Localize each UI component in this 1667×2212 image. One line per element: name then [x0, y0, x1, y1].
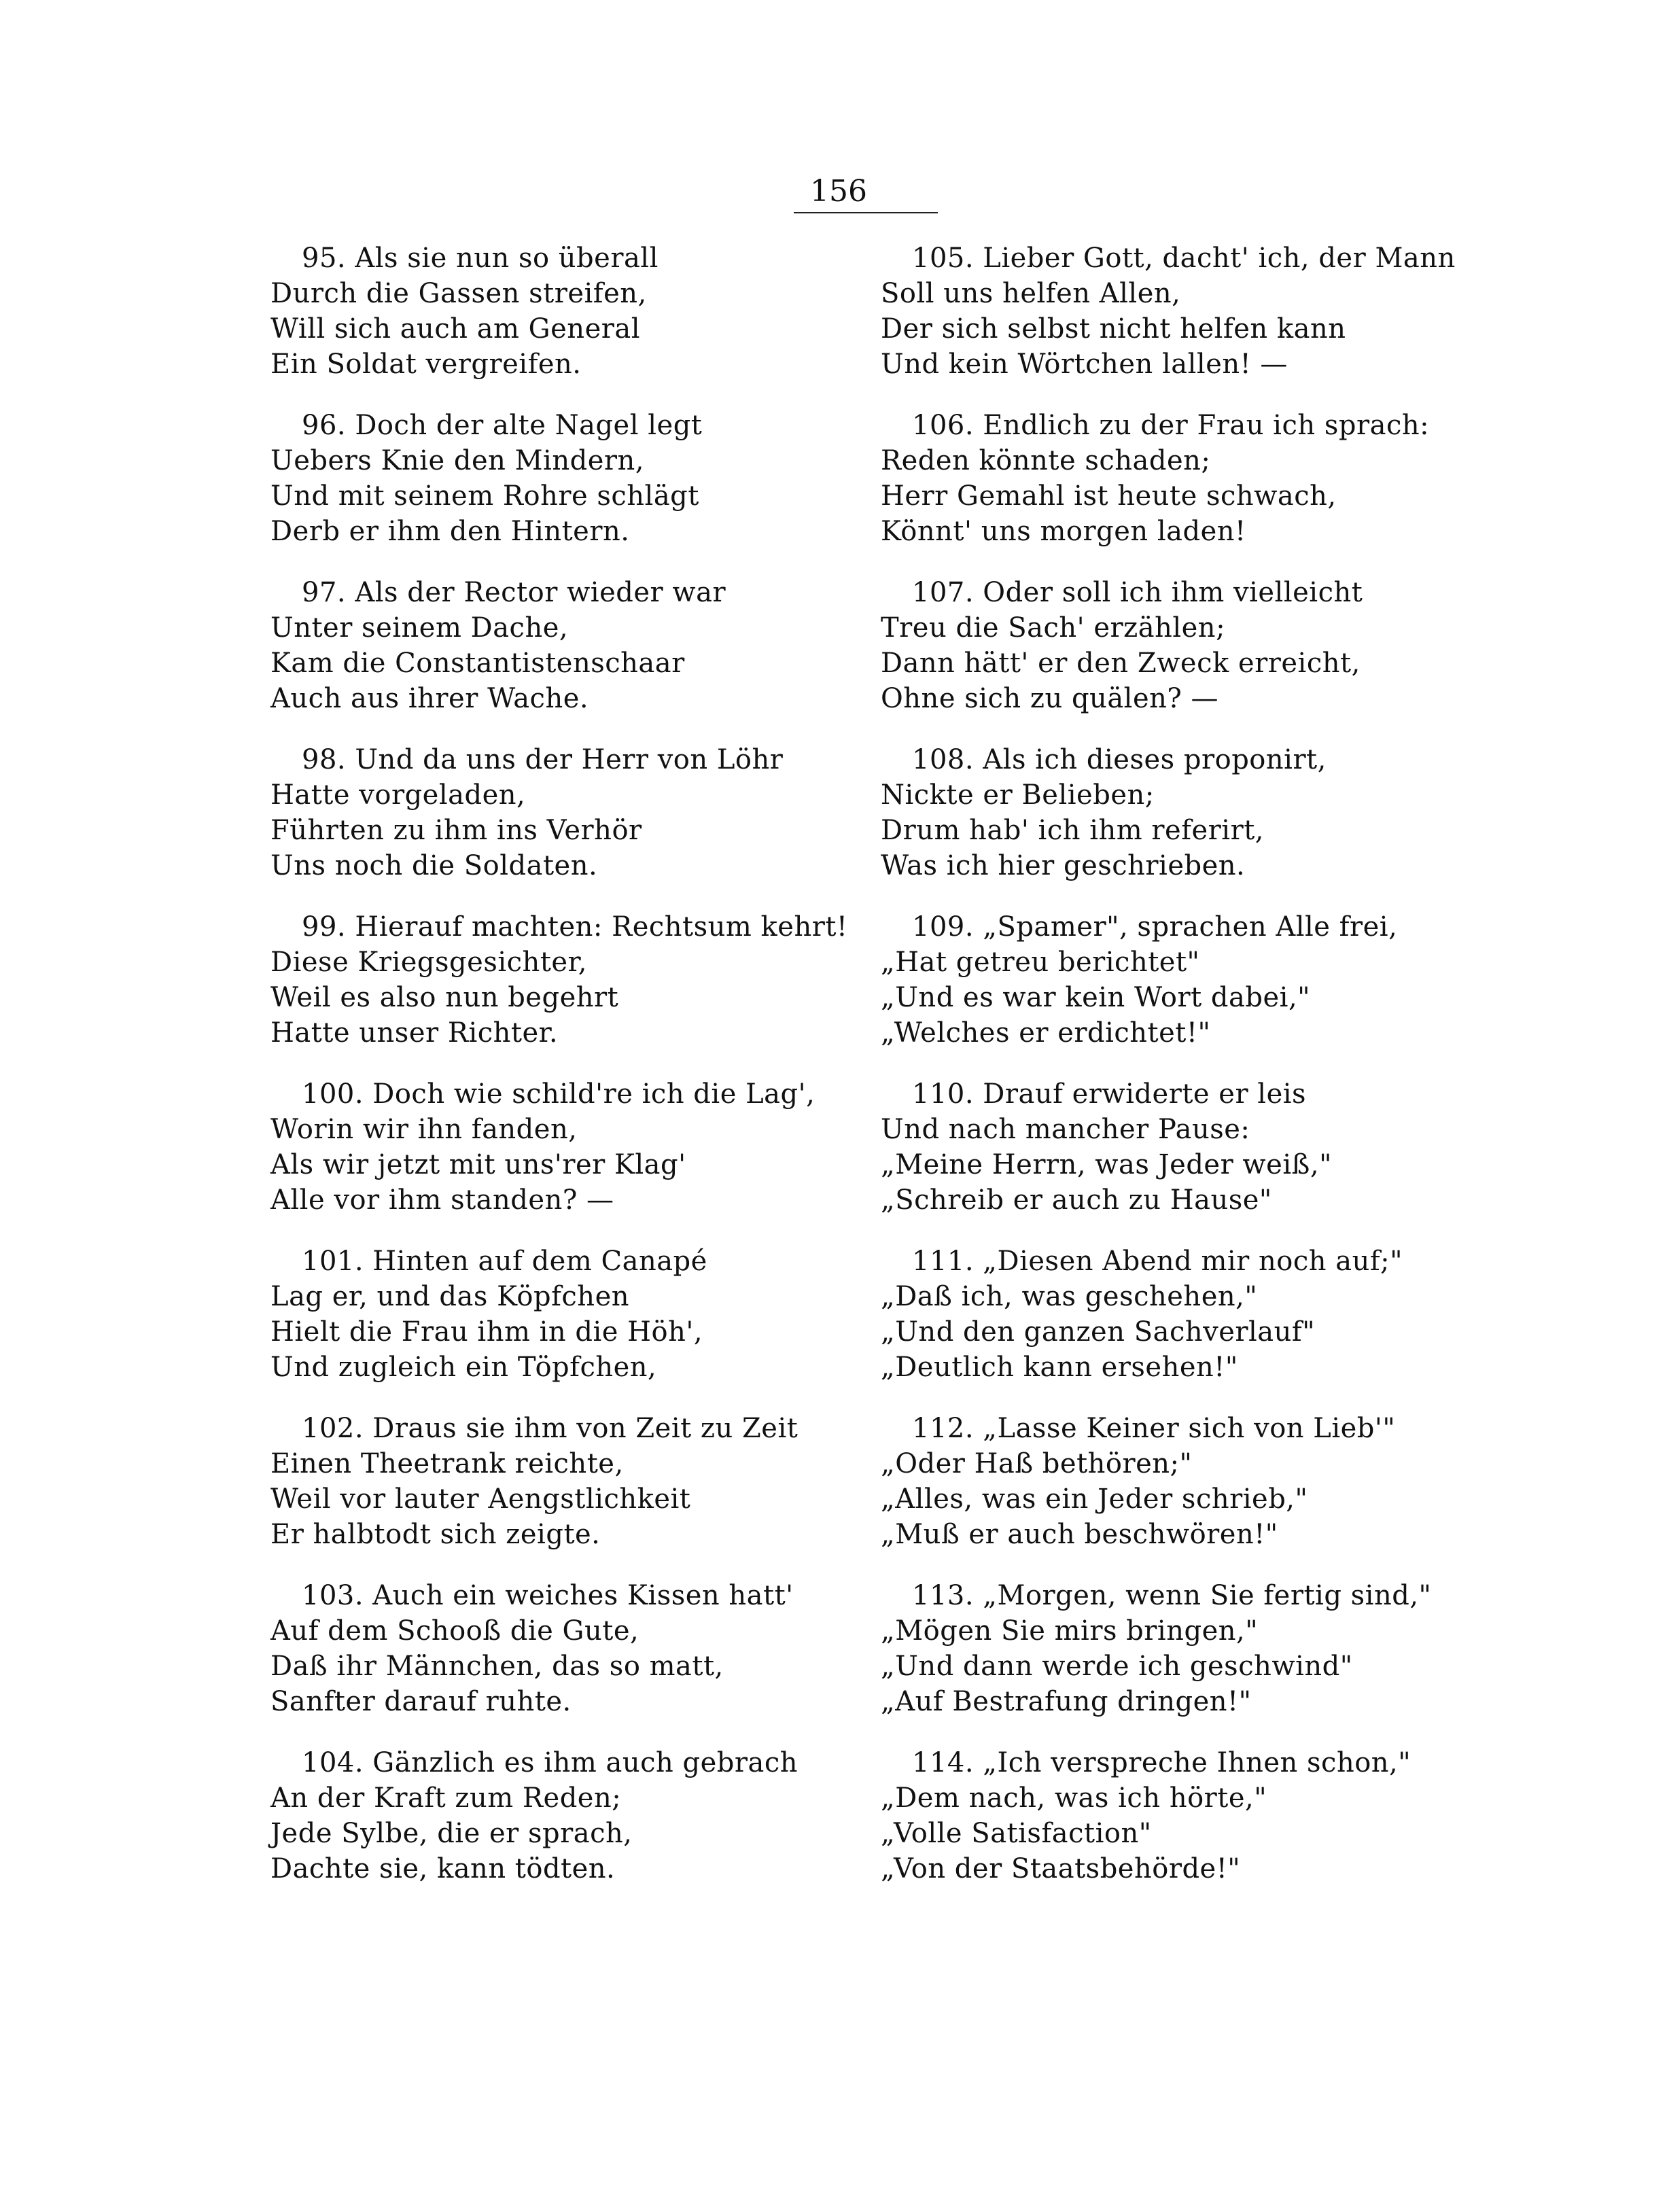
verse-line	[270, 909, 848, 945]
verse-line	[881, 777, 1438, 813]
verse-text: „Welches er erdichtet!"	[881, 1017, 1211, 1049]
verse-line	[881, 443, 1438, 478]
verse-line	[881, 1244, 1438, 1279]
verse-text: Nickte er Belieben;	[881, 779, 1155, 811]
verse-line	[270, 813, 828, 848]
verse-line	[881, 742, 1438, 777]
stanza	[881, 1076, 1438, 1244]
verse-text: Als ich dieses proponirt,	[983, 744, 1327, 775]
verse-text: Lag er, und das Köpfchen	[270, 1281, 629, 1312]
verse-line	[270, 1244, 828, 1279]
verse-text: „Spamer", sprachen Alle frei,	[983, 911, 1398, 943]
verse-text: Ein Soldat vergreifen.	[270, 349, 582, 380]
verse-text: Herr Gemahl ist heute schwach,	[881, 480, 1337, 512]
verse-text: Weil es also nun begehrt	[270, 982, 619, 1013]
verse-text: Einen Theetrank reichte,	[270, 1448, 624, 1479]
verse-text: Kam die Constantistenschaar	[270, 648, 685, 679]
stanza-number: 103.	[302, 1580, 364, 1611]
verse-line	[881, 1684, 1438, 1719]
verse-text: Daß ihr Männchen, das so matt,	[270, 1651, 724, 1682]
stanza	[270, 742, 828, 909]
verse-text: Hatte vorgeladen,	[270, 779, 526, 811]
verse-text: „Lasse Keiner sich von Lieb'"	[983, 1413, 1396, 1444]
verse-line	[270, 478, 828, 514]
verse-line	[270, 347, 828, 382]
verse-text: Sanfter darauf ruhte.	[270, 1686, 572, 1717]
stanza	[881, 241, 1456, 408]
verse-line	[270, 681, 828, 716]
verse-text: Auch aus ihrer Wache.	[270, 683, 589, 714]
verse-text: „Und dann werde ich geschwind"	[881, 1651, 1353, 1682]
verse-text: Uns noch die Soldaten.	[270, 850, 598, 881]
verse-line	[270, 1314, 828, 1350]
verse-text: Endlich zu der Frau ich sprach:	[983, 410, 1430, 441]
verse-line	[881, 1446, 1438, 1481]
stanza-number: 105.	[912, 243, 975, 274]
verse-text: Und kein Wörtchen lallen! —	[881, 349, 1288, 380]
stanza-number: 107.	[912, 577, 975, 608]
verse-text: „Und den ganzen Sachverlauf"	[881, 1316, 1316, 1348]
verse-line	[270, 610, 828, 646]
verse-text: Drauf erwiderte er leis	[983, 1078, 1307, 1110]
stanza	[270, 575, 828, 742]
right-column	[881, 241, 1456, 1912]
verse-text: Alle vor ihm standen? —	[270, 1184, 614, 1216]
stanza-number: 97.	[302, 577, 347, 608]
verse-line	[881, 241, 1456, 276]
verse-line	[270, 1112, 828, 1147]
verse-text: Auch ein weiches Kissen hatt'	[372, 1580, 794, 1611]
verse-line	[270, 514, 828, 549]
stanza-number: 99.	[302, 911, 347, 943]
stanza-number: 96.	[302, 410, 347, 441]
verse-text: „Deutlich kann ersehen!"	[881, 1352, 1238, 1383]
verse-text: Lieber Gott, dacht' ich, der Mann	[983, 243, 1456, 274]
verse-line	[881, 980, 1438, 1015]
verse-line	[881, 848, 1438, 883]
stanza	[881, 1578, 1438, 1745]
verse-line	[270, 646, 828, 681]
verse-line	[881, 681, 1438, 716]
page-number: 156	[810, 174, 867, 209]
stanza	[881, 742, 1438, 909]
stanza	[270, 1244, 828, 1411]
stanza-number: 104.	[302, 1747, 364, 1778]
verse-text: „Volle Satisfaction"	[881, 1818, 1152, 1849]
verse-text: Dann hätt' er den Zweck erreicht,	[881, 648, 1361, 679]
verse-line	[881, 1182, 1438, 1218]
verse-text: Könnt' uns morgen laden!	[881, 516, 1246, 547]
verse-line	[270, 1147, 828, 1182]
verse-line	[270, 575, 828, 610]
stanza-number: 113.	[912, 1580, 975, 1611]
stanza	[270, 1076, 828, 1244]
stanza-number: 101.	[302, 1246, 364, 1277]
verse-text: Hatte unser Richter.	[270, 1017, 559, 1049]
verse-text: Doch der alte Nagel legt	[355, 410, 703, 441]
verse-text: Ohne sich zu quälen? —	[881, 683, 1219, 714]
verse-text: Reden könnte schaden;	[881, 445, 1211, 476]
verse-text: „Daß ich, was geschehen,"	[881, 1281, 1258, 1312]
verse-text: An der Kraft zum Reden;	[270, 1783, 622, 1814]
verse-text: Unter seinem Dache,	[270, 612, 569, 644]
verse-line	[881, 945, 1438, 980]
verse-text: „Auf Bestrafung dringen!"	[881, 1686, 1252, 1717]
stanza-number: 106.	[912, 410, 975, 441]
stanza-number: 95.	[302, 243, 347, 274]
verse-text: Will sich auch am General	[270, 313, 641, 345]
verse-line	[270, 408, 828, 443]
stanza	[270, 1745, 828, 1912]
verse-text: „Mögen Sie mirs bringen,"	[881, 1615, 1259, 1647]
verse-text: „Alles, was ein Jeder schrieb,"	[881, 1484, 1308, 1515]
verse-text: Dachte sie, kann tödten.	[270, 1853, 616, 1884]
verse-text: Uebers Knie den Mindern,	[270, 445, 644, 476]
verse-line	[881, 1015, 1438, 1051]
verse-line	[881, 1076, 1438, 1112]
verse-line	[881, 1613, 1438, 1649]
verse-line	[270, 1816, 828, 1851]
verse-line	[270, 1780, 828, 1816]
verse-text: Jede Sylbe, die er sprach,	[270, 1818, 633, 1849]
verse-text: Hinten auf dem Canapé	[372, 1246, 707, 1277]
verse-text: „Ich verspreche Ihnen schon,"	[983, 1747, 1411, 1778]
verse-text: Und mit seinem Rohre schlägt	[270, 480, 699, 512]
verse-line	[881, 813, 1438, 848]
verse-line	[881, 1411, 1438, 1446]
stanza-number: 110.	[912, 1078, 975, 1110]
stanza	[270, 408, 828, 575]
stanza	[881, 1745, 1438, 1912]
verse-line	[270, 1851, 828, 1886]
verse-text: „Meine Herrn, was Jeder weiß,"	[881, 1149, 1332, 1180]
verse-text: „Von der Staatsbehörde!"	[881, 1853, 1241, 1884]
verse-line	[881, 1279, 1438, 1314]
verse-text: Als der Rector wieder war	[355, 577, 726, 608]
stanza-number: 100.	[302, 1078, 364, 1110]
stanza	[881, 1244, 1438, 1411]
verse-line	[881, 1816, 1438, 1851]
verse-text: Treu die Sach' erzählen;	[881, 612, 1226, 644]
verse-text: Als sie nun so überall	[355, 243, 659, 274]
verse-text: „Morgen, wenn Sie fertig sind,"	[983, 1580, 1432, 1611]
verse-line	[881, 1578, 1438, 1613]
verse-line	[881, 1517, 1438, 1552]
verse-line	[270, 1517, 828, 1552]
verse-text: „Dem nach, was ich hörte,"	[881, 1783, 1267, 1814]
stanza	[881, 1411, 1438, 1578]
verse-line	[270, 1279, 828, 1314]
verse-line	[270, 1015, 828, 1051]
verse-line	[270, 443, 828, 478]
verse-text: Oder soll ich ihm vielleicht	[983, 577, 1363, 608]
verse-line	[270, 276, 828, 311]
verse-line	[881, 1147, 1438, 1182]
verse-text: Derb er ihm den Hintern.	[270, 516, 630, 547]
verse-line	[270, 1182, 828, 1218]
verse-text: Gänzlich es ihm auch gebrach	[372, 1747, 798, 1778]
stanza-number: 111.	[912, 1246, 975, 1277]
stanza-number: 112.	[912, 1413, 975, 1444]
verse-text: Der sich selbst nicht helfen kann	[881, 313, 1346, 345]
stanza	[270, 241, 828, 408]
verse-line	[881, 575, 1438, 610]
verse-text: Und da uns der Herr von Löhr	[355, 744, 784, 775]
verse-line	[881, 311, 1438, 347]
stanza	[881, 408, 1438, 575]
verse-text: Durch die Gassen streifen,	[270, 278, 647, 309]
verse-text: Draus sie ihm von Zeit zu Zeit	[372, 1413, 799, 1444]
verse-text: Hielt die Frau ihm in die Höh',	[270, 1316, 703, 1348]
verse-text: „Muß er auch beschwören!"	[881, 1519, 1278, 1550]
verse-text: Was ich hier geschrieben.	[881, 850, 1246, 881]
verse-line	[881, 478, 1438, 514]
stanza-number: 102.	[302, 1413, 364, 1444]
stanza	[881, 575, 1438, 742]
verse-line	[270, 1350, 828, 1385]
verse-line	[270, 1578, 828, 1613]
stanza	[270, 1411, 828, 1578]
verse-line	[881, 276, 1438, 311]
page-number-rule	[794, 212, 938, 213]
verse-line	[881, 1481, 1438, 1517]
verse-line	[270, 1684, 828, 1719]
verse-line	[270, 1613, 828, 1649]
verse-line	[881, 646, 1438, 681]
verse-line	[881, 1851, 1438, 1886]
verse-text: „Oder Haß bethören;"	[881, 1448, 1193, 1479]
verse-text: Drum hab' ich ihm referirt,	[881, 815, 1264, 846]
verse-line	[881, 514, 1438, 549]
verse-line	[270, 1076, 828, 1112]
verse-line	[270, 848, 828, 883]
verse-text: Doch wie schild're ich die Lag',	[372, 1078, 815, 1110]
verse-text: Soll uns helfen Allen,	[881, 278, 1181, 309]
verse-line	[270, 1481, 828, 1517]
verse-line	[270, 1411, 828, 1446]
verse-text: Worin wir ihn fanden,	[270, 1114, 578, 1145]
verse-text: „Schreib er auch zu Hause"	[881, 1184, 1272, 1216]
stanza-number: 114.	[912, 1747, 975, 1778]
verse-line	[881, 408, 1438, 443]
verse-text: „Hat getreu berichtet"	[881, 947, 1200, 978]
verse-line	[881, 347, 1438, 382]
verse-text: Und nach mancher Pause:	[881, 1114, 1250, 1145]
left-column	[270, 241, 848, 1912]
verse-line	[270, 742, 828, 777]
verse-line	[881, 1112, 1438, 1147]
verse-line	[881, 1314, 1438, 1350]
verse-line	[881, 610, 1438, 646]
verse-text: Führten zu ihm ins Verhör	[270, 815, 642, 846]
verse-text: Auf dem Schooß die Gute,	[270, 1615, 639, 1647]
verse-text: Er halbtodt sich zeigte.	[270, 1519, 601, 1550]
stanza	[270, 909, 848, 1076]
verse-text: „Und es war kein Wort dabei,"	[881, 982, 1311, 1013]
verse-line	[881, 1780, 1438, 1816]
verse-line	[270, 311, 828, 347]
verse-line	[881, 1350, 1438, 1385]
verse-line	[270, 777, 828, 813]
verse-line	[270, 1446, 828, 1481]
verse-text: Hierauf machten: Rechtsum kehrt!	[355, 911, 848, 943]
verse-line	[270, 945, 828, 980]
stanza-number: 109.	[912, 911, 975, 943]
stanza	[881, 909, 1438, 1076]
stanza	[270, 1578, 828, 1745]
verse-line	[881, 909, 1438, 945]
stanza-number: 98.	[302, 744, 347, 775]
verse-text: Diese Kriegsgesichter,	[270, 947, 587, 978]
stanza-number: 108.	[912, 744, 975, 775]
verse-text: „Diesen Abend mir noch auf;"	[983, 1246, 1403, 1277]
verse-line	[270, 1649, 828, 1684]
verse-text: Als wir jetzt mit uns'rer Klag'	[270, 1149, 686, 1180]
verse-line	[881, 1745, 1438, 1780]
verse-line	[270, 241, 828, 276]
verse-line	[881, 1649, 1438, 1684]
verse-text: Und zugleich ein Töpfchen,	[270, 1352, 657, 1383]
verse-text: Weil vor lauter Aengstlichkeit	[270, 1484, 691, 1515]
verse-line	[270, 1745, 828, 1780]
verse-line	[270, 980, 828, 1015]
